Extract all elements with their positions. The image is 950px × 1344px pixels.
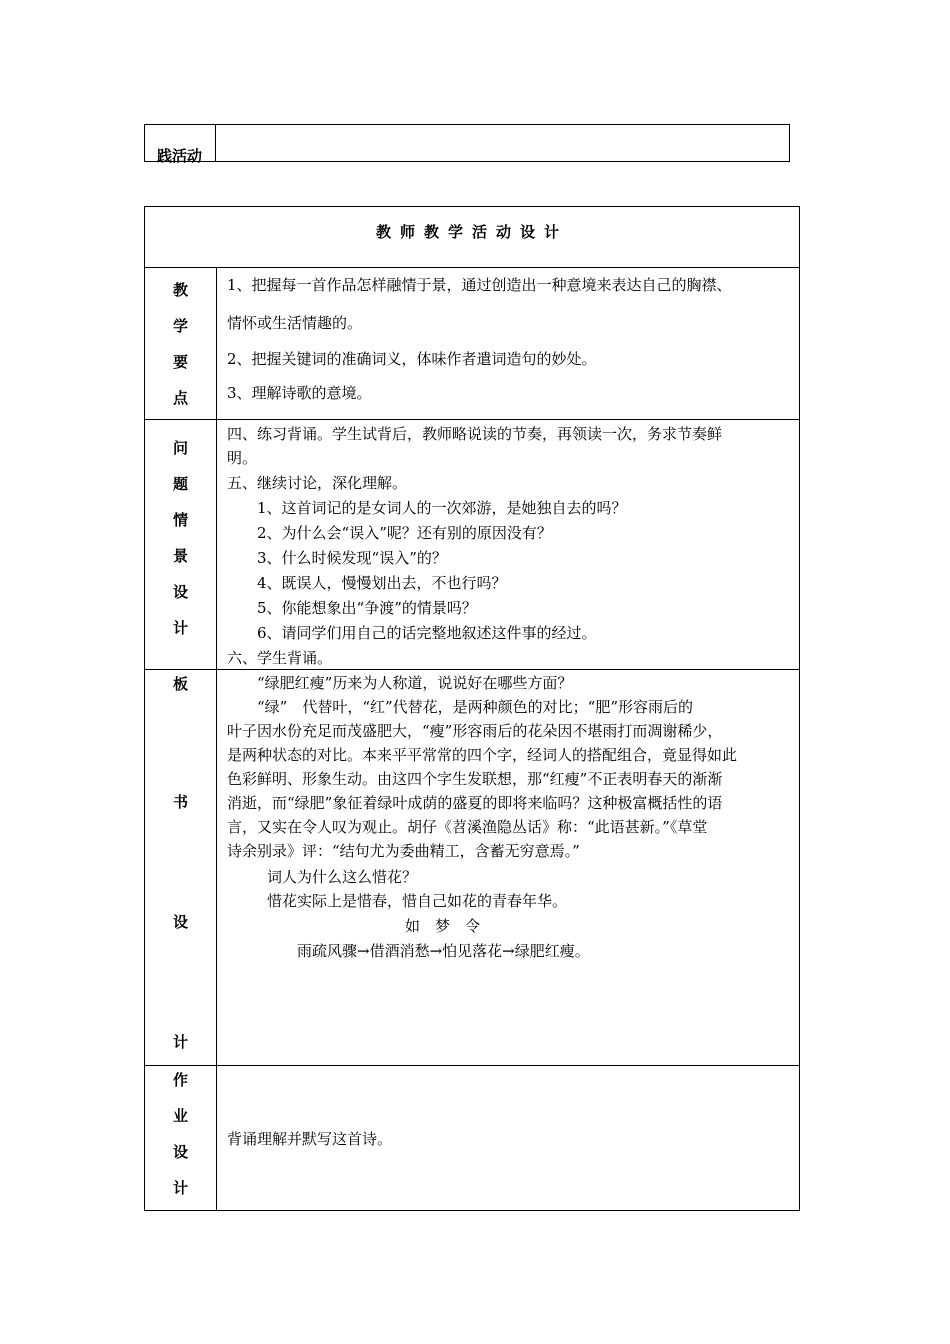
text-line: “绿” 代替叶，“红”代替花，是两种颜色的对比；“肥”形容雨后的 <box>257 698 694 716</box>
row-divider <box>145 419 799 420</box>
text-line: 雨疏风骤→借酒消愁→怕见落花→绿肥红瘦。 <box>297 942 590 960</box>
text-line: 惜花实际上是惜春，惜自己如花的青春年华。 <box>267 892 568 910</box>
text-line: 六、学生背诵。 <box>227 649 333 667</box>
label-char: 设 <box>172 583 188 601</box>
label-char: 书 <box>172 793 188 811</box>
label-char: 问 <box>172 439 188 457</box>
text-line: 诗余别录》评：“结句尤为委曲精工，含蓄无穷意焉。” <box>227 842 580 860</box>
text-line: 3、理解诗歌的意境。 <box>227 384 372 402</box>
text-line: 明。 <box>227 449 258 467</box>
label-char: 情 <box>172 511 188 529</box>
label-char: 计 <box>172 1033 188 1051</box>
text-line: 消逝，而“绿肥”象征着绿叶成荫的盛夏的即将来临吗？这种极富概括性的语 <box>227 794 723 812</box>
text-line: 6、请同学们用自己的话完整地叙述这件事的经过。 <box>257 624 597 642</box>
label-char: 板 <box>172 675 188 693</box>
table-title: 教师教学活动设计 <box>375 223 568 241</box>
text-line: 1、这首词记的是女词人的一次郊游，是她独自去的吗？ <box>257 499 627 517</box>
teaching-design-table <box>144 206 800 1211</box>
column-divider <box>215 125 216 161</box>
text-line: 3、什么时候发现“误入”的？ <box>257 549 447 567</box>
text-line: 叶子因水份充足而茂盛肥大，“瘦”形容雨后的花朵因不堪雨打而凋谢稀少， <box>227 722 723 740</box>
text-line: 四、练习背诵。学生试背后，教师略说读的节奏，再领读一次，务求节奏鲜 <box>227 425 723 443</box>
text-line: 4、既误人，慢慢划出去，不也行吗？ <box>257 574 507 592</box>
row-divider <box>145 267 799 268</box>
row-divider <box>145 1065 799 1066</box>
text-line: 是两种状态的对比。本来平平常常的四个字，经词人的搭配组合，竟显得如此 <box>227 746 738 764</box>
row-divider <box>145 669 799 670</box>
text-line: 词人为什么这么惜花？ <box>267 868 418 886</box>
text-line: 5、你能想象出“争渡”的情景吗？ <box>257 599 477 617</box>
text-line: 五、继续讨论，深化理解。 <box>227 474 408 492</box>
label-char: 业 <box>172 1107 188 1125</box>
label-char: 点 <box>172 389 188 407</box>
previous-table-fragment <box>144 124 790 165</box>
text-line: 2、为什么会“误入”呢？还有别的原因没有？ <box>257 524 552 542</box>
column-divider <box>216 267 217 1210</box>
label-char: 设 <box>172 1143 188 1161</box>
label-char: 教 <box>172 281 188 299</box>
text-line: 色彩鲜明、形象生动。由这四个字生发联想，那“红瘦”不正表明春天的渐渐 <box>227 770 723 788</box>
text-line: 背诵理解并默写这首诗。 <box>227 1130 393 1148</box>
label-char: 景 <box>172 547 188 565</box>
label-char: 计 <box>172 1179 188 1197</box>
label-char: 计 <box>172 619 188 637</box>
label-char: 学 <box>172 317 188 335</box>
label-char: 作 <box>172 1071 188 1089</box>
label-char: 题 <box>172 475 188 493</box>
text-line: 1、把握每一首作品怎样融情于景，通过创造出一种意境来表达自己的胸襟、 <box>227 276 732 294</box>
text-line: 言，又实在令人叹为观止。胡仔《苕溪渔隐丛话》称：“此语甚新。”《草堂 <box>227 818 708 836</box>
text-line: 情怀或生活情趣的。 <box>227 314 363 332</box>
poem-title: 如 梦 令 <box>405 917 481 935</box>
text-line: “绿肥红瘦”历来为人称道，说说好在哪些方面？ <box>257 674 573 692</box>
practice-activity-label: 践活动 <box>157 147 203 165</box>
text-line: 2、把握关键词的准确词义，体味作者遣词造句的妙处。 <box>227 350 597 368</box>
label-char: 设 <box>172 913 188 931</box>
label-char: 要 <box>172 353 188 371</box>
